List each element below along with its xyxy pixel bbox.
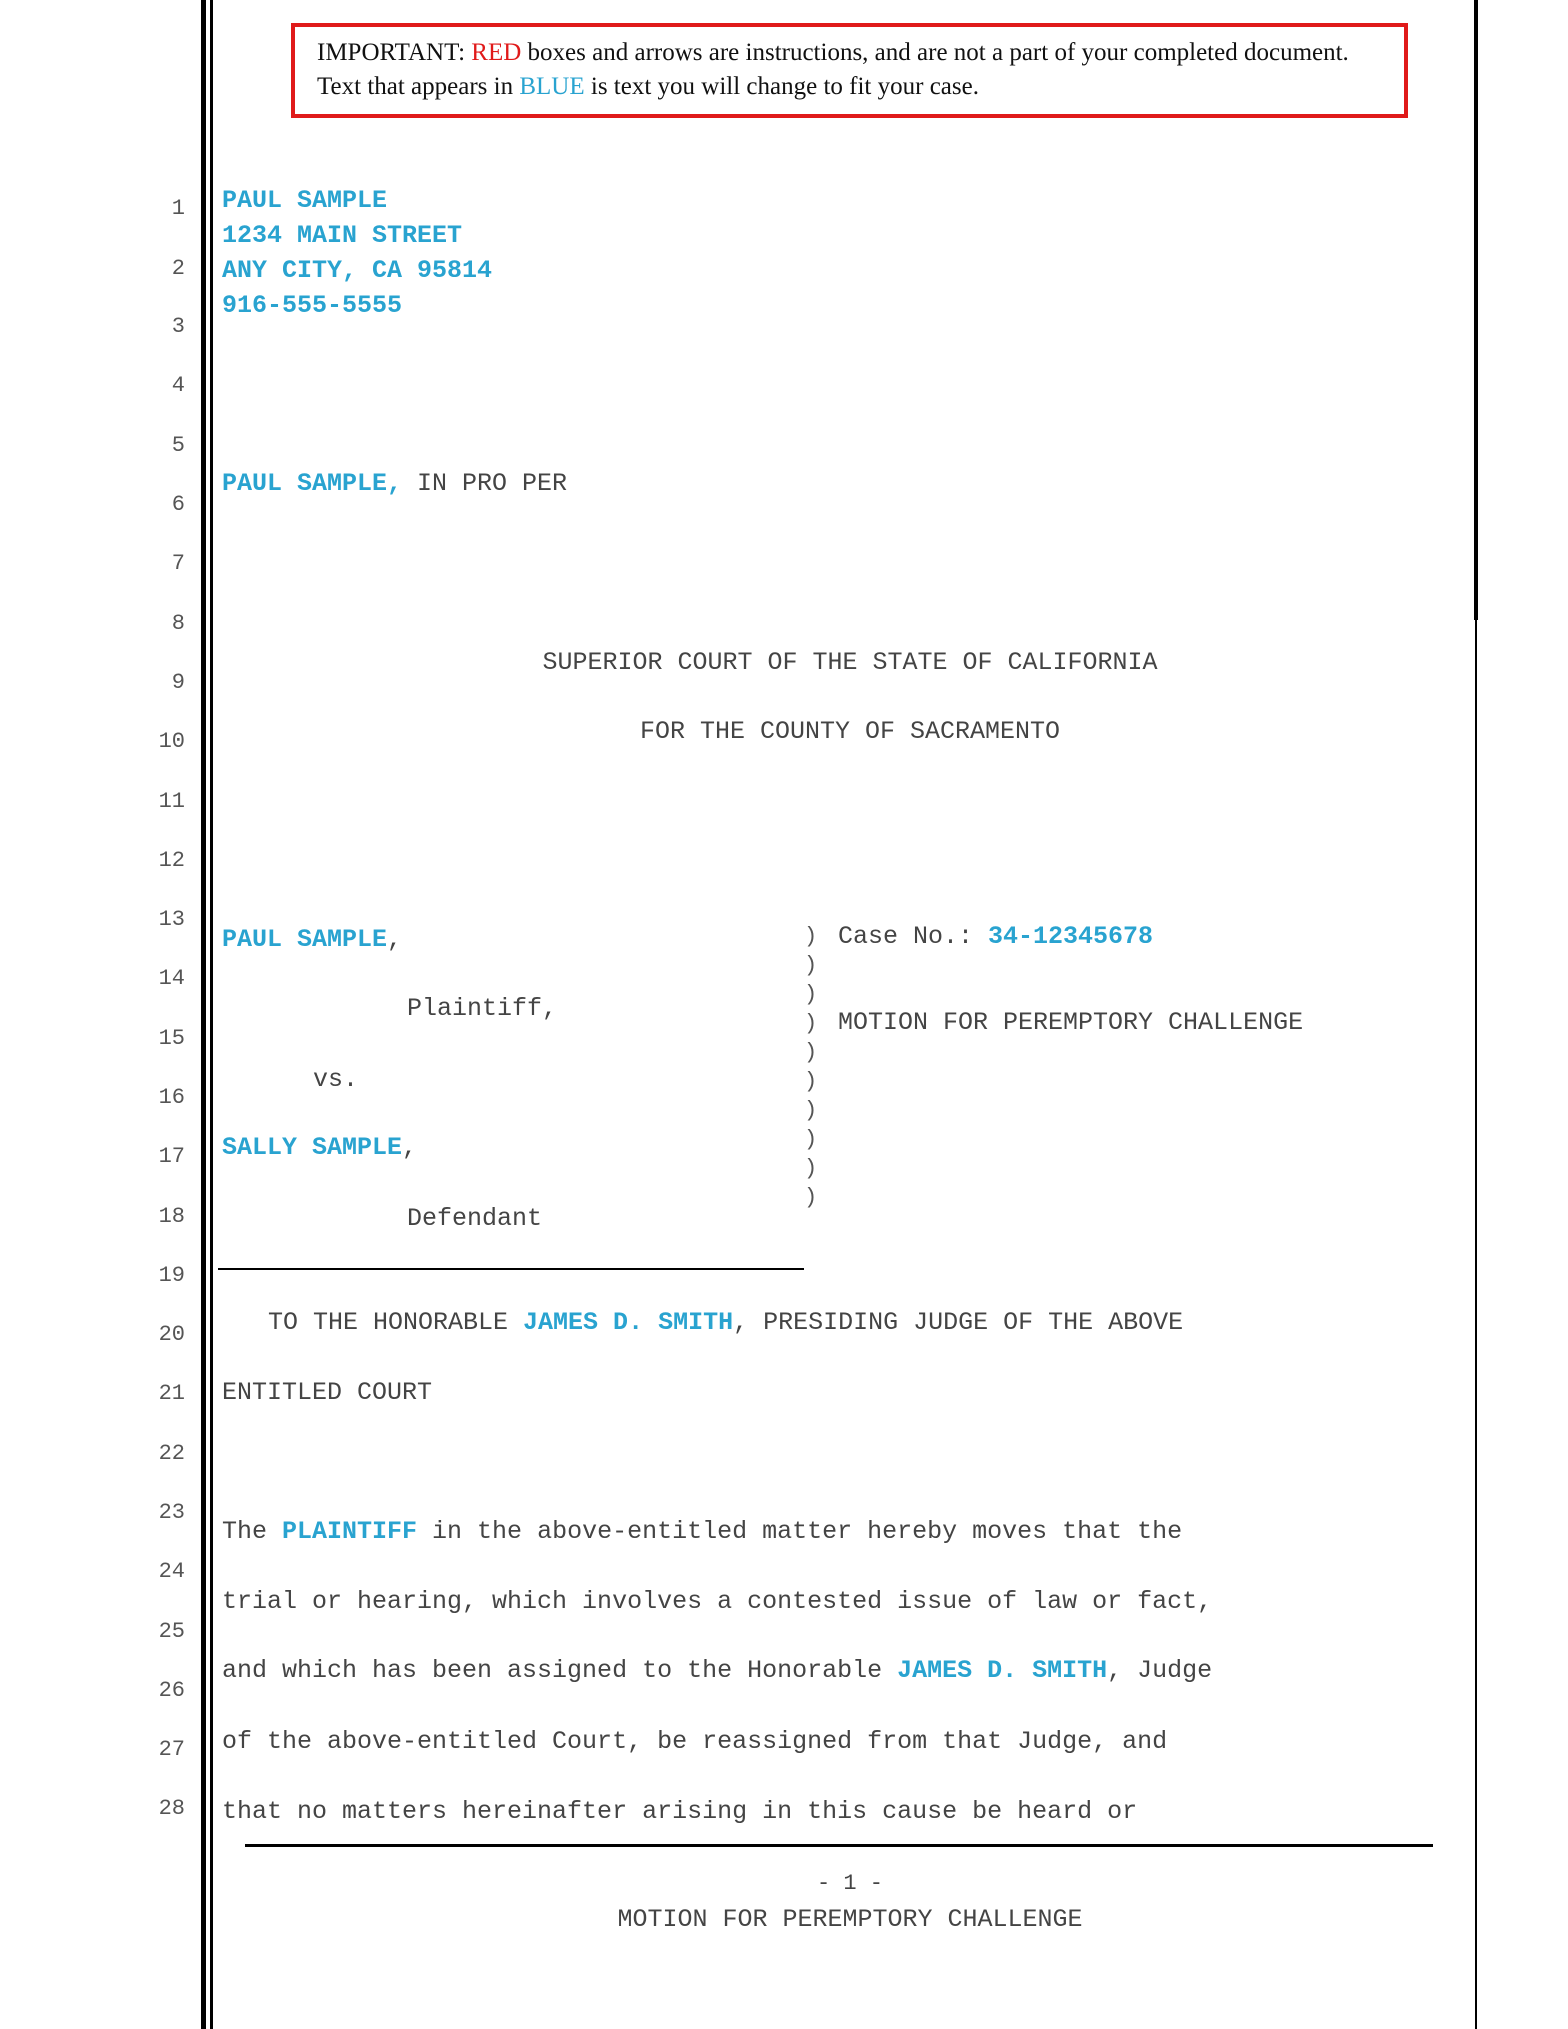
footer-divider (245, 1844, 1433, 1847)
caption-divider (218, 1268, 804, 1270)
line-number: 5 (171, 433, 185, 458)
defendant-comma: , (402, 1133, 418, 1162)
paren: ) (804, 1127, 818, 1152)
pro-per-line (222, 469, 567, 499)
filer-street: 1234 MAIN STREET (222, 221, 463, 250)
line-number: 15 (158, 1026, 185, 1051)
line-number: 19 (158, 1263, 185, 1288)
paren: ) (804, 953, 818, 978)
line-number: 13 (158, 907, 185, 932)
line-number: 12 (158, 848, 185, 873)
line-number: 10 (158, 729, 185, 754)
line-number: 3 (171, 314, 185, 339)
body-text: The (222, 1517, 283, 1546)
line-number: 25 (158, 1619, 185, 1644)
line-number: 11 (158, 789, 185, 814)
body-line-3 (222, 1656, 1212, 1686)
body-text: and which has been assigned to the Honorable (222, 1656, 898, 1685)
line-number: 18 (158, 1204, 185, 1229)
line-number: 14 (158, 966, 185, 991)
case-number-line (838, 922, 1153, 952)
line-number: 28 (158, 1796, 185, 1821)
right-border-lower (1475, 620, 1477, 2029)
salutation-judge: JAMES D. SMITH (523, 1308, 734, 1337)
paren: ) (804, 1011, 818, 1036)
paren: ) (804, 982, 818, 1007)
left-border-thick (201, 0, 206, 2029)
line-number: 9 (171, 670, 185, 695)
salutation-line-2: ENTITLED COURT (222, 1378, 433, 1407)
line-number: 26 (158, 1678, 185, 1703)
body-line-5: that no matters hereinafter arising in this cause be heard or (222, 1797, 1138, 1826)
salutation-prefix: TO THE HONORABLE (268, 1308, 524, 1337)
footer-title: MOTION FOR PEREMPTORY CHALLENGE (617, 1905, 1083, 1934)
body-line-4: of the above-entitled Court, be reassigned from that Judge, and (222, 1727, 1168, 1756)
paren: ) (804, 1098, 818, 1123)
filer-name: PAUL SAMPLE (222, 186, 388, 215)
line-number: 16 (158, 1085, 185, 1110)
moving-party: PLAINTIFF (282, 1517, 418, 1546)
body-text: in the above-entitled matter hereby moves that the (417, 1517, 1183, 1546)
filer-phone: 916-555-5555 (222, 291, 403, 320)
line-number: 1 (171, 196, 185, 221)
plaintiff-line (222, 925, 402, 955)
case-number-value: 34-12345678 (988, 922, 1154, 951)
plaintiff-label: Plaintiff, (407, 994, 558, 1023)
defendant-line (222, 1133, 417, 1163)
pro-per-name: PAUL SAMPLE, (222, 469, 403, 498)
notice-mid: boxes and arrows are instructions, and are not a part of your completed document. Text that appears in (317, 39, 1349, 100)
defendant-name: SALLY SAMPLE (222, 1133, 403, 1162)
line-number: 22 (158, 1441, 185, 1466)
notice-red-word: RED (471, 39, 522, 66)
salutation-line (268, 1308, 1183, 1338)
line-number: 6 (171, 492, 185, 517)
line-number: 20 (158, 1322, 185, 1347)
filer-city: ANY CITY, CA 95814 (222, 256, 493, 285)
line-number: 21 (158, 1381, 185, 1406)
instructions-notice (291, 23, 1408, 118)
notice-blue-word: BLUE (519, 73, 585, 100)
assigned-judge: JAMES D. SMITH (897, 1656, 1108, 1685)
body-line-1 (222, 1517, 1182, 1547)
body-line-2: trial or hearing, which involves a contested issue of law or fact, (222, 1587, 1213, 1616)
line-number: 27 (158, 1737, 185, 1762)
court-name: SUPERIOR COURT OF THE STATE OF CALIFORNIA (542, 648, 1158, 677)
document-title: MOTION FOR PEREMPTORY CHALLENGE (838, 1008, 1304, 1037)
plaintiff-name: PAUL SAMPLE (222, 925, 388, 954)
paren: ) (804, 1185, 818, 1210)
line-number: 7 (171, 551, 185, 576)
line-number: 23 (158, 1500, 185, 1525)
pro-per-label: IN PRO PER (402, 469, 568, 498)
line-number: 24 (158, 1559, 185, 1584)
notice-prefix: IMPORTANT: (317, 39, 472, 66)
page-number: - 1 - (816, 1871, 883, 1896)
line-number: 8 (171, 611, 185, 636)
paren: ) (804, 924, 818, 949)
paren: ) (804, 1156, 818, 1181)
body-text: , Judge (1107, 1656, 1213, 1685)
defendant-label: Defendant (407, 1204, 543, 1233)
versus-label: vs. (313, 1065, 359, 1094)
line-number: 2 (171, 256, 185, 281)
line-number: 17 (158, 1144, 185, 1169)
paren: ) (804, 1040, 818, 1065)
paren: ) (804, 1069, 818, 1094)
notice-suffix: is text you will change to fit your case. (584, 73, 979, 100)
left-border-thin (210, 0, 213, 2029)
plaintiff-comma: , (387, 925, 403, 954)
court-county: FOR THE COUNTY OF SACRAMENTO (639, 717, 1061, 746)
line-number: 4 (171, 373, 185, 398)
case-number-label: Case No.: (838, 922, 989, 951)
salutation-suffix: , PRESIDING JUDGE OF THE ABOVE (733, 1308, 1184, 1337)
right-border (1474, 0, 1478, 620)
